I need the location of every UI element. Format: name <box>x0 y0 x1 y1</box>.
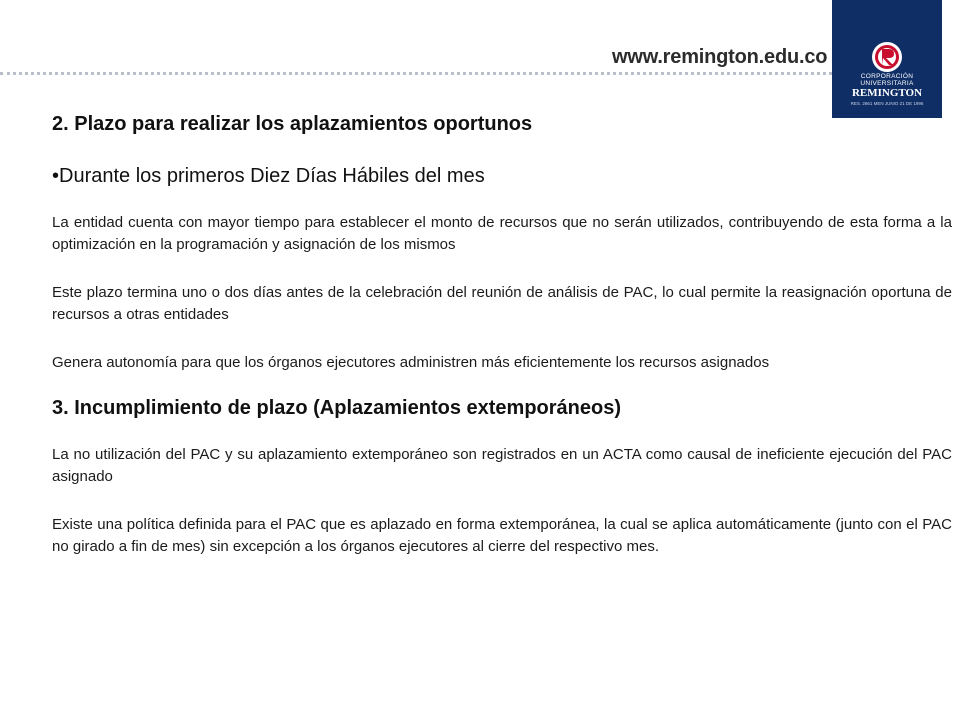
section3-heading: 3. Incumplimiento de plazo (Aplazamientos extemporáneos) <box>52 397 621 419</box>
section2-paragraph-1: La entidad cuenta con mayor tiempo para establecer el monto de recursos que no serán utilizados, contribuyendo de esta forma a la optimización en la programación y asignación de los mismos <box>52 214 952 253</box>
logo-seal-icon <box>870 40 904 74</box>
section2-paragraph-2: Este plazo termina uno o dos días antes de la celebración del reunión de análisis de PAC, lo cual permite la reasignación oportuna de recursos a otras entidades <box>52 284 952 323</box>
section3-paragraph-1: La no utilización del PAC y su aplazamiento extemporáneo son registrados en un ACTA como causal de ineficiente ejecución del PAC asignado <box>52 446 952 485</box>
university-logo <box>832 0 942 118</box>
section3-paragraph-2: Existe una política definida para el PAC que es aplazado en forma extemporánea, la cual se aplica automáticamente (junto con el PAC no girado a fin de mes) sin excepción a los órganos ejecutores al cierre del respectivo mes. <box>52 516 952 555</box>
site-url[interactable]: www.remington.edu.co <box>612 46 828 68</box>
logo-text-line2: UNIVERSITARIA <box>860 80 914 87</box>
logo-text-line3: REMINGTON <box>851 87 923 99</box>
section2-heading: 2. Plazo para realizar los aplazamientos oportunos <box>52 113 533 135</box>
header-dotted-rule <box>0 72 832 75</box>
logo-text-line4: RES. 2661 MEN JUNIO 21 DE 1996 <box>850 101 924 106</box>
logo-text-line1: CORPORACIÓN <box>860 73 914 80</box>
slide-body <box>52 110 952 558</box>
section2-paragraph-3: Genera autonomía para que los órganos ejecutores administren más eficientemente los recursos asignados <box>52 354 770 371</box>
section2-bullet: •Durante los primeros Diez Días Hábiles del mes <box>52 165 485 187</box>
